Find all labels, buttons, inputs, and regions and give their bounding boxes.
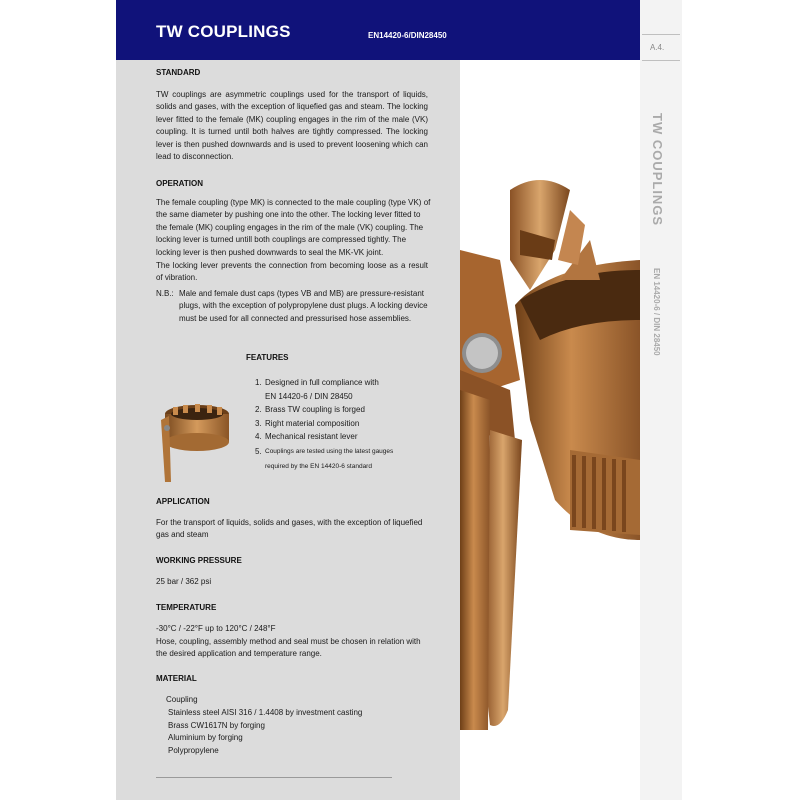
coupling-thumbnail-image	[153, 398, 233, 484]
feature-text: Right material composition	[265, 418, 360, 428]
standard-heading: STANDARD	[156, 68, 201, 77]
features-heading: FEATURES	[246, 353, 289, 362]
material-item: Aluminium by forging	[168, 733, 243, 743]
application-text: For the transport of liquids, solids and gases, with the exception of liquefied gas and steam	[156, 518, 423, 540]
feature-number: 3.	[255, 418, 262, 428]
working-pressure-value: 25 bar / 362 psi	[156, 577, 212, 586]
sidebar-vertical-title: TW COUPLINGS	[650, 113, 665, 227]
feature-number: 4.	[255, 432, 262, 442]
nb-note	[156, 288, 432, 325]
feature-text: Couplings are tested using the latest gauges required by the EN 14420-6 standard	[265, 447, 394, 470]
feature-item	[255, 376, 445, 403]
operation-text-2: The locking lever prevents the connection from becoming loose as a result of vibration.	[156, 261, 428, 283]
bottom-divider	[156, 777, 392, 778]
page-reference: A.4.	[650, 43, 665, 52]
feature-item	[255, 430, 445, 444]
operation-heading: OPERATION	[156, 179, 203, 188]
feature-text: Mechanical resistant lever	[265, 432, 358, 442]
nb-label: N.B.:	[156, 289, 174, 298]
material-list	[166, 694, 362, 758]
header-standard: EN14420-6/DIN28450	[368, 31, 447, 40]
material-heading: MATERIAL	[156, 674, 197, 683]
feature-item	[255, 444, 445, 474]
feature-text: Designed in full compliance with EN 14420-6 / DIN 28450	[265, 378, 379, 401]
sidebar-rule-top	[642, 34, 680, 35]
feature-number: 1.	[255, 378, 262, 387]
page-title: TW COUPLINGS	[156, 22, 291, 41]
application-heading: APPLICATION	[156, 497, 210, 506]
feature-text: Brass TW coupling is forged	[265, 405, 365, 415]
material-item: Brass CW1617N by forging	[168, 720, 265, 730]
nb-text: Male and female dust caps (types VB and MB) are pressure-resistant plugs, with the exception of polypropylene dust plugs. A locking device must be used for all connected and pressurised hose assemblies.	[179, 289, 428, 323]
feature-number: 5.	[255, 446, 262, 456]
coupling-product-image	[460, 170, 640, 730]
temperature-heading: TEMPERATURE	[156, 603, 217, 612]
feature-item	[255, 417, 445, 431]
features-list	[255, 376, 445, 474]
material-item: Stainless steel AISI 316 / 1.4408 by investment casting	[168, 707, 363, 717]
temperature-range: -30°C / -22°F up to 120°C / 248°F	[156, 624, 276, 633]
material-item: Polypropylene	[168, 746, 219, 756]
header-bar	[116, 0, 640, 60]
standard-text: TW couplings are asymmetric couplings used for the transport of liquids, solids and gases, with the exception of liquefied gas and steam. The locking lever fitted to the female (MK) coupling engages in the rim of the male (VK) coupling. It is turned until both halves are tightly compressed. The locking lever is then pushed downwards and is used to prevent loosening which can lead to disconnection.	[156, 90, 428, 162]
feature-number: 2.	[255, 405, 262, 415]
operation-text: The female coupling (type MK) is connected to the male coupling (type VK) of the same diameter by pushing one into the other. The locking lever fitted to the female (MK) coupling engages in the rim of the male (VK) coupling. The locking lever is turned untill both couplings are compressed tightly. The locking lever is then pushed downwards to seal the MK-VK joint.	[156, 198, 431, 257]
sidebar-vertical-standard: EN 14420-6 / DIN 28450	[652, 268, 661, 356]
feature-item	[255, 403, 445, 417]
material-item: Coupling	[166, 695, 198, 704]
sidebar-rule-bottom	[642, 60, 680, 61]
working-pressure-heading: WORKING PRESSURE	[156, 556, 242, 565]
temperature-text: Hose, coupling, assembly method and seal must be chosen in relation with the desired application and temperature range.	[156, 637, 421, 659]
